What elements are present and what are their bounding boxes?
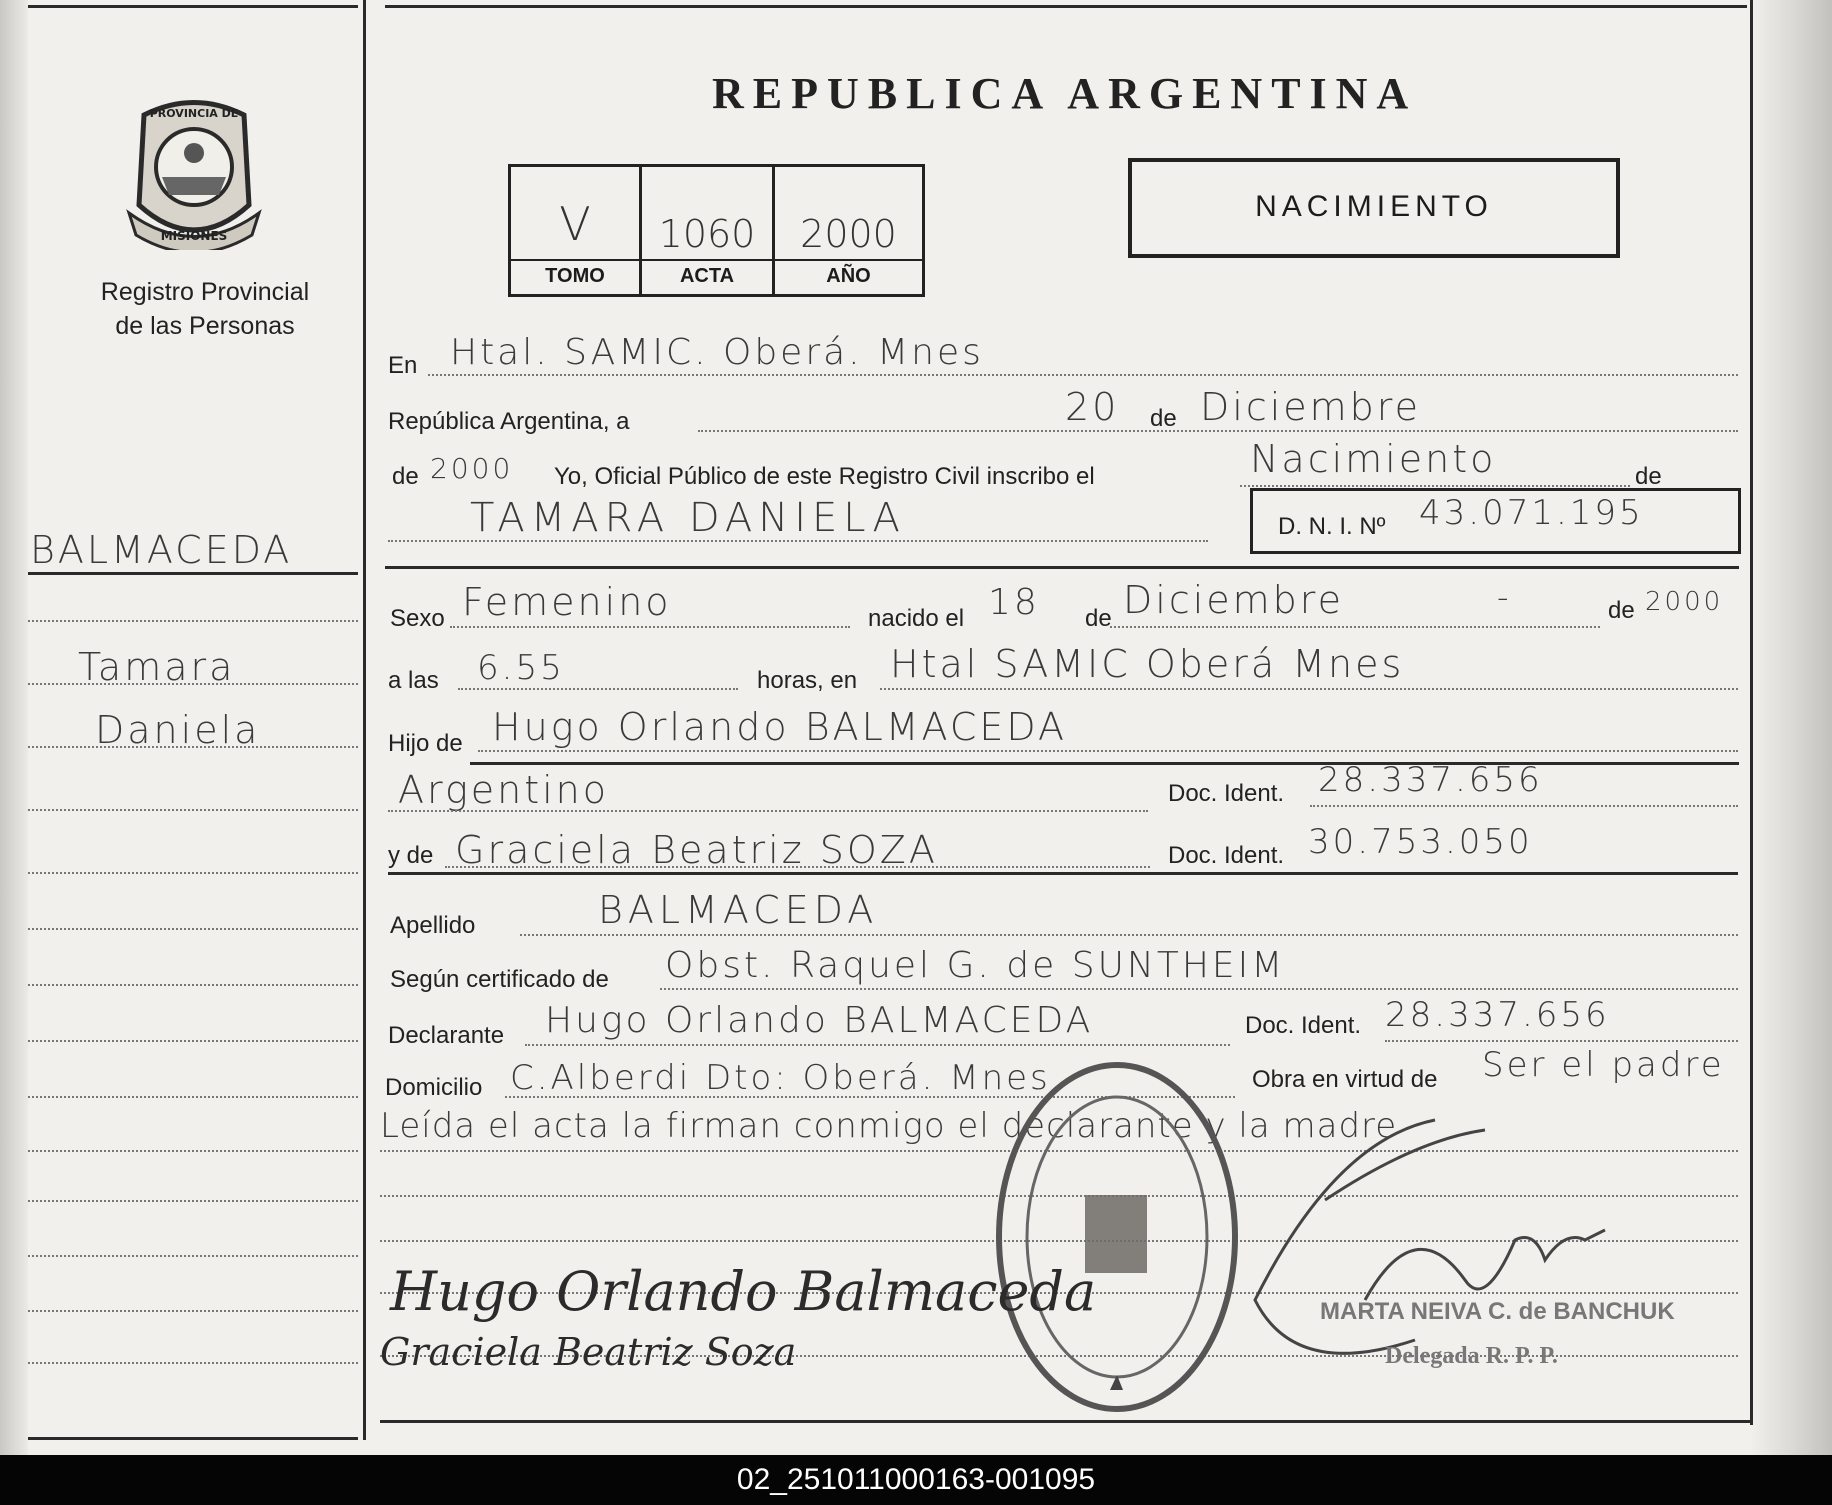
margin-dots-7 <box>28 984 358 986</box>
obra-value: Ser el padre <box>1482 1045 1725 1085</box>
alas-dots <box>458 688 738 690</box>
dni-value: 43.071.195 <box>1419 493 1644 533</box>
segun-label: Según certificado de <box>390 966 609 993</box>
divider-right <box>1750 0 1753 1425</box>
acta-label: ACTA <box>679 265 735 287</box>
segun-dots <box>660 988 1738 990</box>
margin-dots-3 <box>28 746 358 748</box>
father-name: Hugo Orlando BALMACEDA <box>492 705 1067 749</box>
margin-dots-5 <box>28 872 358 874</box>
tomo-value: V <box>559 197 591 251</box>
margin-dots-14 <box>28 1362 358 1364</box>
record-type: NACIMIENTO <box>1255 190 1493 223</box>
leida-line: Leída el acta la firman conmigo el declarante y la madre <box>380 1106 1398 1146</box>
ano-value: 2000 <box>800 212 897 256</box>
segun-value: Obst. Raquel G. de SUNTHEIM <box>665 945 1286 986</box>
section-rule-1 <box>385 566 1739 569</box>
declarante-label: Declarante <box>388 1022 505 1049</box>
page-shadow-right <box>1750 0 1832 1455</box>
official-stamp-icon <box>985 1050 1250 1425</box>
margin-name1: Tamara <box>78 645 236 689</box>
tomo-label: TOMO <box>545 265 605 287</box>
province-seal-icon <box>124 95 264 250</box>
year-de-label: de <box>392 463 419 490</box>
sexo-label: Sexo <box>390 605 445 632</box>
official-stamp-name: MARTA NEIVA C. de BANCHUK <box>1320 1298 1675 1325</box>
birth-de-label: de <box>1085 605 1112 632</box>
date-year: 2000 <box>430 452 514 485</box>
page-shadow-left <box>0 0 28 1455</box>
dni-box <box>1250 488 1741 554</box>
declarante-dots <box>525 1044 1230 1046</box>
en-value: Htal. SAMIC. Oberá. Mnes <box>450 332 984 373</box>
nacido-label: nacido el <box>868 605 965 632</box>
en-dots <box>428 374 1738 376</box>
apellido-value: BALMACEDA <box>598 888 879 932</box>
registry-name <box>60 275 350 343</box>
inscribo-value: Nacimiento <box>1250 437 1497 481</box>
birth-year: 2000 <box>1645 587 1724 617</box>
child-name: TAMARA DANIELA <box>470 495 906 541</box>
inscribo-dots <box>1240 485 1630 487</box>
republica-dots <box>698 430 1738 432</box>
mother-dots <box>445 866 1150 868</box>
date-de-label: de <box>1150 405 1177 432</box>
declarante-doc: 28.337.656 <box>1385 995 1610 1035</box>
inscribo-de-label: de <box>1635 463 1662 490</box>
birth-dots <box>1110 626 1600 628</box>
margin-dots-9 <box>28 1096 358 1098</box>
top-rule-left <box>28 5 358 8</box>
declarante-doc-label: Doc. Ident. <box>1245 1012 1362 1039</box>
horas-label: horas, en <box>757 667 858 694</box>
date-month: Diciembre <box>1200 385 1421 429</box>
hijo-dots <box>478 750 1738 752</box>
margin-dots-10 <box>28 1150 358 1152</box>
registry-line1: Registro Provincial <box>100 278 310 306</box>
record-number-box <box>508 164 925 297</box>
yde-label: y de <box>388 842 434 869</box>
father-doc: 28.337.656 <box>1318 760 1543 800</box>
registry-line2: de las Personas <box>115 312 295 340</box>
father-doc-dots <box>1310 805 1738 807</box>
margin-dots-2 <box>28 683 358 685</box>
margin-name2: Daniela <box>95 708 261 752</box>
declarante-value: Hugo Orlando BALMACEDA <box>545 1000 1094 1041</box>
father-doc-label: Doc. Ident. <box>1168 780 1285 807</box>
margin-dots-12 <box>28 1255 358 1257</box>
mother-signature: Graciela Beatriz Soza <box>380 1330 797 1374</box>
alas-value: 6.55 <box>477 648 565 688</box>
mother-name: Graciela Beatriz SOZA <box>455 828 938 872</box>
top-rule-right <box>385 5 1747 8</box>
seal-text-bottom: MISIONES <box>160 229 228 243</box>
margin-dots-8 <box>28 1040 358 1042</box>
mother-doc: 30.753.050 <box>1308 822 1533 862</box>
obra-label: Obra en virtud de <box>1252 1066 1438 1093</box>
seal-text-top: PROVINCIA DE <box>149 107 239 120</box>
margin-dots-11 <box>28 1200 358 1202</box>
birth-dash: - <box>1497 578 1512 616</box>
section-rule-2 <box>470 762 1739 765</box>
father-signature: Hugo Orlando Balmaceda <box>390 1260 1097 1323</box>
mother-doc-label: Doc. Ident. <box>1168 842 1285 869</box>
page-title: REPUBLICA ARGENTINA <box>712 69 1418 118</box>
nat-dots <box>388 810 1148 812</box>
record-type-box <box>1128 158 1620 258</box>
margin-bottom-rule <box>28 1437 358 1440</box>
margin-dots-6 <box>28 928 358 930</box>
horas-dots <box>880 688 1738 690</box>
father-nationality: Argentino <box>398 768 610 812</box>
birth-month: Diciembre <box>1123 578 1344 622</box>
margin-rule-1 <box>28 572 358 575</box>
alas-label: a las <box>388 667 439 694</box>
apellido-label: Apellido <box>390 912 476 939</box>
acta-value: 1060 <box>658 212 756 256</box>
domicilio-value: C.Alberdi Dto: Oberá. Mnes <box>510 1058 1051 1098</box>
ano-label: AÑO <box>826 265 871 287</box>
margin-dots-1 <box>28 620 358 622</box>
apellido-dots <box>520 934 1738 936</box>
margin-surname: BALMACEDA <box>30 528 293 572</box>
hijo-label: Hijo de <box>388 730 463 757</box>
margin-dots-13 <box>28 1310 358 1312</box>
footer-id: 02_251011000163-001095 <box>0 1455 1832 1505</box>
child-name-dots <box>388 540 1208 542</box>
birth-day: 18 <box>988 582 1040 623</box>
record-label-rule <box>511 259 922 261</box>
sexo-value: Femenino <box>462 580 672 624</box>
dni-label: D. N. I. Nº <box>1278 513 1386 540</box>
domicilio-label: Domicilio <box>385 1074 483 1101</box>
sexo-dots <box>450 626 850 628</box>
margin-dots-4 <box>28 809 358 811</box>
declarante-doc-dots <box>1385 1040 1738 1042</box>
section-rule-3 <box>388 872 1738 875</box>
birth-year-de-label: de <box>1608 597 1635 624</box>
date-day: 20 <box>1065 385 1120 429</box>
official-stamp-role: Delegada R. P. P. <box>1385 1343 1558 1369</box>
republica-label: República Argentina, a <box>388 408 630 435</box>
divider-left <box>363 0 366 1440</box>
en-label: En <box>388 352 418 379</box>
yo-label: Yo, Oficial Público de este Registro Civil inscribo el <box>554 463 1095 490</box>
horas-value: Htal SAMIC Oberá Mnes <box>890 642 1405 686</box>
